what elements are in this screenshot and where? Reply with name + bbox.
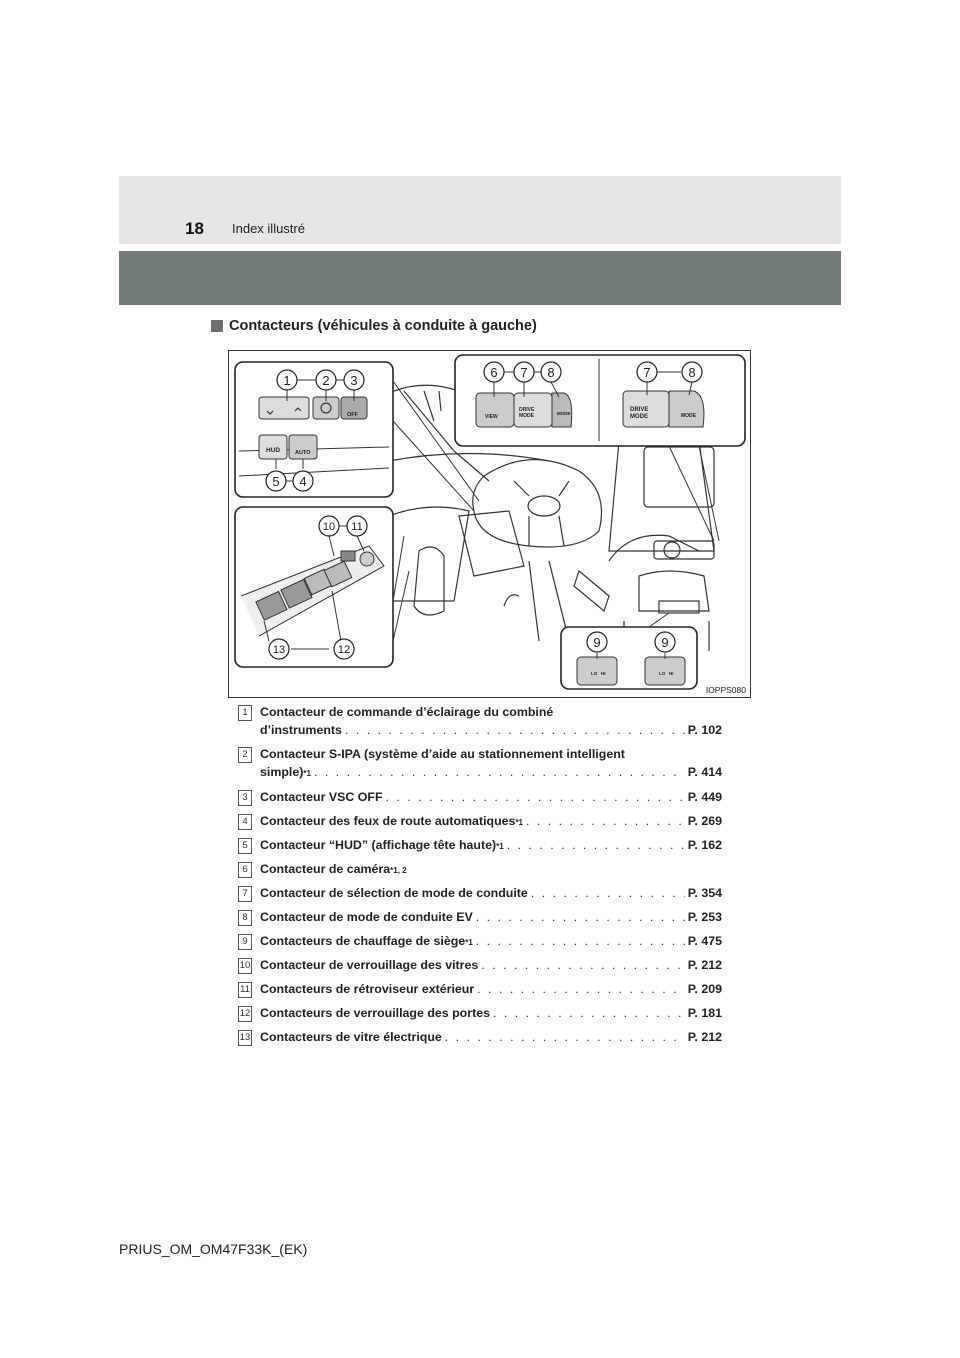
auto-label: AUTO: [295, 450, 311, 456]
section-title: Contacteurs (véhicules à conduite à gauche): [229, 318, 537, 334]
svg-text:8: 8: [688, 365, 696, 380]
callout-6: [484, 362, 504, 382]
callout-5: [266, 471, 286, 491]
svg-text:10: 10: [322, 521, 336, 533]
entry-text: Contacteur VSC OFF: [260, 790, 383, 804]
entry-text: Contacteur de verrouillage des vitres: [260, 958, 479, 972]
callout-9a: [587, 632, 607, 652]
drive-mode-label-4: MODE: [630, 414, 648, 420]
svg-text:9: 9: [661, 635, 669, 650]
entry-text: Contacteur de sélection de mode de conduite: [260, 886, 528, 900]
dashboard-drawing: [229, 351, 750, 697]
callout-10: [319, 516, 339, 536]
entry-page[interactable]: P. 253: [687, 910, 722, 924]
callout-4: [293, 471, 313, 491]
entry-text: Contacteur de caméra: [260, 862, 391, 876]
switches-illustration: [228, 350, 751, 698]
callout-13: [269, 639, 289, 659]
entry-line1: Contacteur S-IPA (système d’aide au stationnement intelligent: [260, 747, 625, 761]
entry-line1: Contacteur de commande d’éclairage du combiné: [260, 705, 554, 719]
callout-8a: [541, 362, 561, 382]
entry-number: 7: [238, 886, 252, 902]
callout-9b: [655, 632, 675, 652]
svg-text:7: 7: [520, 365, 528, 380]
entry-page[interactable]: P. 162: [687, 838, 722, 852]
entry-number: 12: [238, 1006, 252, 1022]
entry-text: simple): [260, 765, 304, 779]
page-number: 18: [185, 219, 204, 238]
entry-number: 5: [238, 838, 252, 854]
svg-text:3: 3: [350, 373, 358, 388]
seat-hi-label-left: HI: [601, 671, 606, 676]
entry-page[interactable]: P. 212: [687, 1030, 722, 1044]
entry-page[interactable]: P. 449: [687, 790, 722, 804]
entry-page[interactable]: P. 181: [687, 1006, 722, 1020]
seat-heater-panel: [561, 613, 697, 689]
svg-text:12: 12: [337, 644, 351, 656]
callout-3: [344, 370, 364, 390]
entry-number: 4: [238, 814, 252, 830]
callout-8b: [682, 362, 702, 382]
entry-text: Contacteurs de vitre électrique: [260, 1030, 442, 1044]
entry-text: Contacteur “HUD” (affichage tête haute): [260, 838, 497, 852]
svg-text:2: 2: [322, 373, 330, 388]
entry-page[interactable]: P. 269: [687, 814, 722, 828]
svg-text:6: 6: [490, 365, 498, 380]
entry-number: 8: [238, 910, 252, 926]
entry-number: 11: [238, 982, 252, 998]
entry-number: 1: [238, 705, 252, 721]
section-heading: [211, 318, 537, 334]
drive-mode-label-3: DRIVE: [630, 407, 649, 413]
entry-number: 2: [238, 747, 252, 763]
left-dash-switch-panel: [235, 362, 393, 497]
seat-lo-label-left: LO: [591, 671, 598, 676]
svg-text:4: 4: [299, 474, 307, 489]
callout-7b: [637, 362, 657, 382]
entry-page[interactable]: P. 414: [687, 765, 722, 779]
entry-text: Contacteur de mode de conduite EV: [260, 910, 473, 924]
entry-page[interactable]: P. 354: [687, 886, 722, 900]
header-band: [119, 251, 841, 305]
svg-text:9: 9: [593, 635, 601, 650]
entry-text: Contacteurs de verrouillage des portes: [260, 1006, 490, 1020]
svg-text:13: 13: [272, 644, 286, 656]
view-label: VIEW: [485, 414, 498, 420]
figure-code: IOPPS080: [705, 685, 746, 695]
header-title: Index illustré: [232, 221, 305, 236]
callout-2: [316, 370, 336, 390]
section-square-icon: [211, 320, 223, 332]
svg-text:11: 11: [351, 521, 363, 533]
callout-12: [334, 639, 354, 659]
entry-page[interactable]: P. 475: [687, 934, 722, 948]
entry-number: 13: [238, 1030, 252, 1046]
ev-mode-label-large: MODE: [681, 413, 696, 419]
svg-text:5: 5: [272, 474, 280, 489]
callout-1: [277, 370, 297, 390]
drive-mode-label-1: DRIVE: [519, 407, 535, 413]
entry-number: 10: [238, 958, 252, 974]
entry-number: 9: [238, 934, 252, 950]
footer-model-code: PRIUS_OM_OM47F33K_(EK): [119, 1241, 308, 1257]
entry-page[interactable]: P. 102: [687, 723, 722, 737]
seat-lo-label-right: LO: [659, 671, 666, 676]
svg-text:7: 7: [643, 365, 651, 380]
off-label: OFF: [347, 412, 358, 418]
hud-label: HUD: [266, 447, 281, 454]
entry-page[interactable]: P. 212: [687, 958, 722, 972]
ev-mode-label-small: MODE: [557, 411, 571, 416]
seat-hi-label-right: HI: [669, 671, 674, 676]
entry-text: Contacteurs de chauffage de siège: [260, 934, 466, 948]
callout-7a: [514, 362, 534, 382]
center-dash-switch-panel: [393, 355, 745, 541]
callout-11: [347, 516, 367, 536]
drive-mode-label-2: MODE: [519, 413, 534, 419]
entry-page[interactable]: P. 209: [687, 982, 722, 996]
entry-text: Contacteur des feux de route automatiques: [260, 814, 516, 828]
entry-text: Contacteurs de rétroviseur extérieur: [260, 982, 475, 996]
entry-number: 6: [238, 862, 252, 878]
entry-number: 3: [238, 790, 252, 806]
svg-text:8: 8: [547, 365, 555, 380]
entry-text: d’instruments: [260, 723, 342, 737]
svg-text:1: 1: [283, 373, 291, 388]
header-bar: [119, 176, 841, 244]
